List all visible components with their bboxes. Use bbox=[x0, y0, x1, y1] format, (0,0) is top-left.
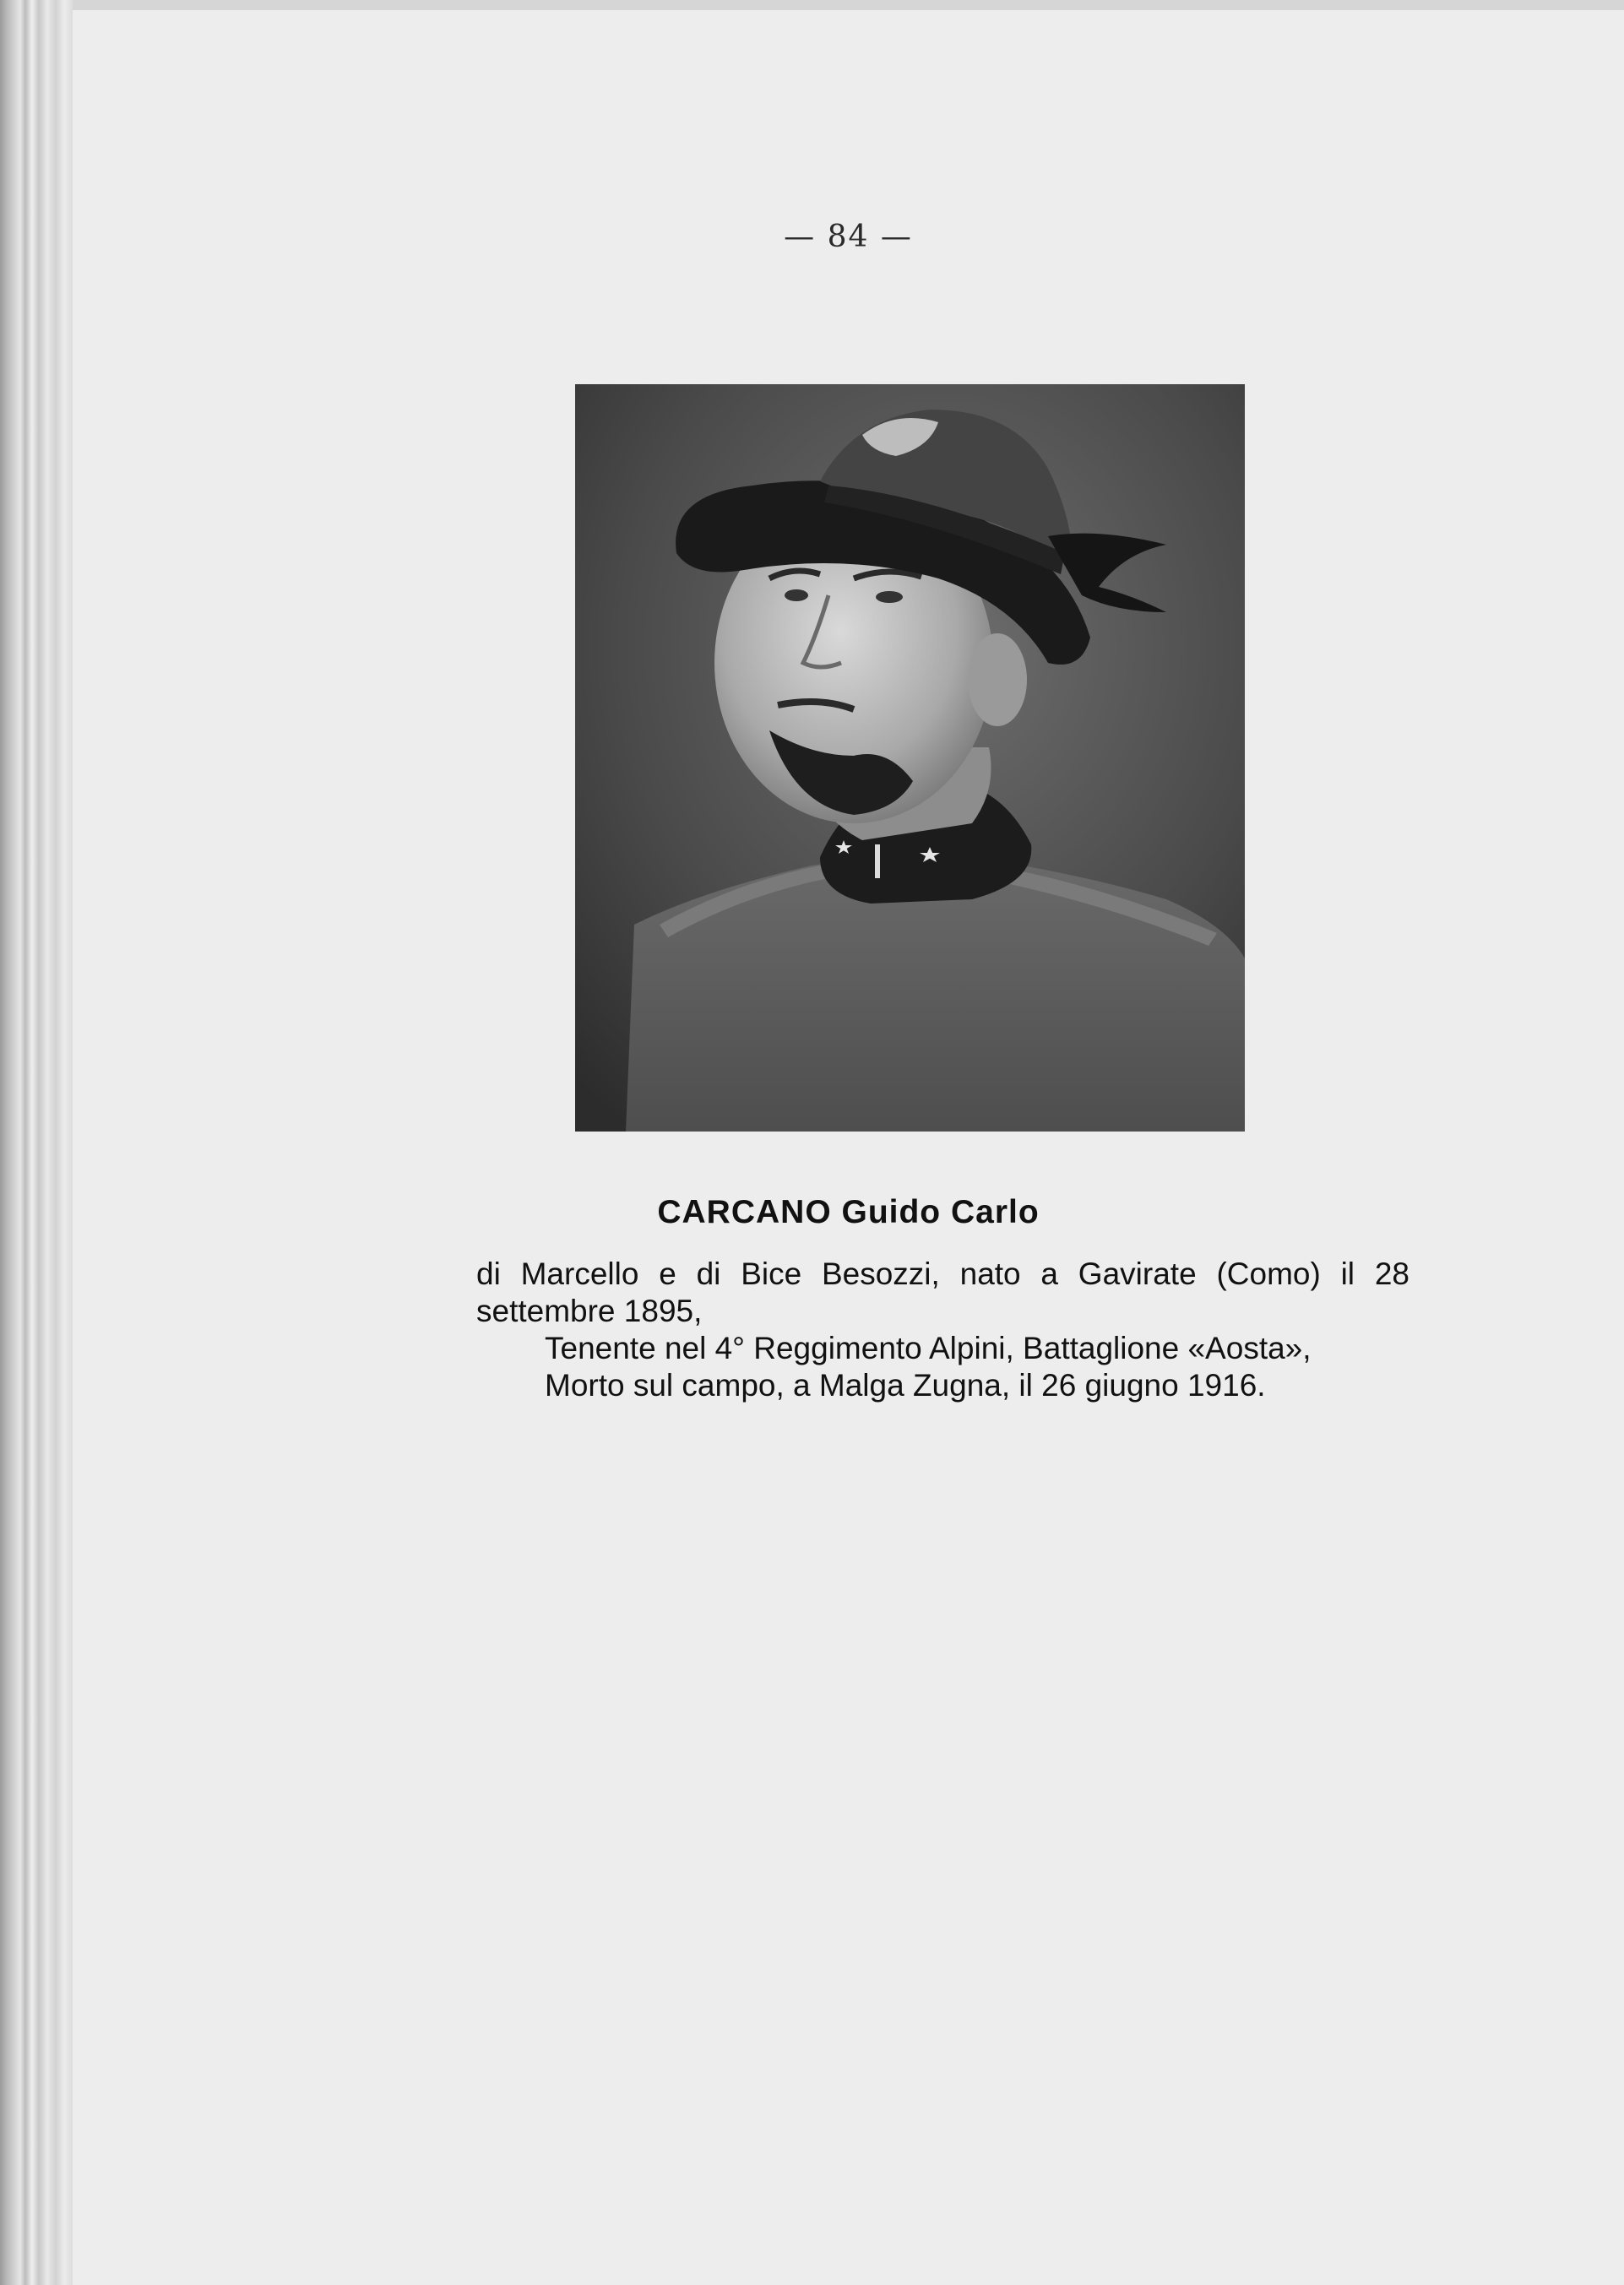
caption-line-birth: di Marcello e di Bice Besozzi, nato a Gavirate (Como) il 28 settembre 1895, bbox=[476, 1256, 1409, 1328]
caption-line-death: Morto sul campo, a Malga Zugna, il 26 giugno 1916. bbox=[545, 1368, 1266, 1403]
portrait-illustration bbox=[575, 384, 1245, 1132]
book-spine-edge bbox=[0, 0, 73, 2285]
caption-name: CARCANO Guido Carlo bbox=[657, 1194, 1040, 1230]
page-number: — 84 — bbox=[784, 220, 913, 254]
caption-line-rank: Tenente nel 4° Reggimento Alpini, Battaglione «Aosta», bbox=[545, 1331, 1312, 1365]
caption-body bbox=[476, 1256, 1409, 1404]
portrait-photo bbox=[575, 384, 1245, 1132]
book-page bbox=[73, 10, 1624, 2285]
